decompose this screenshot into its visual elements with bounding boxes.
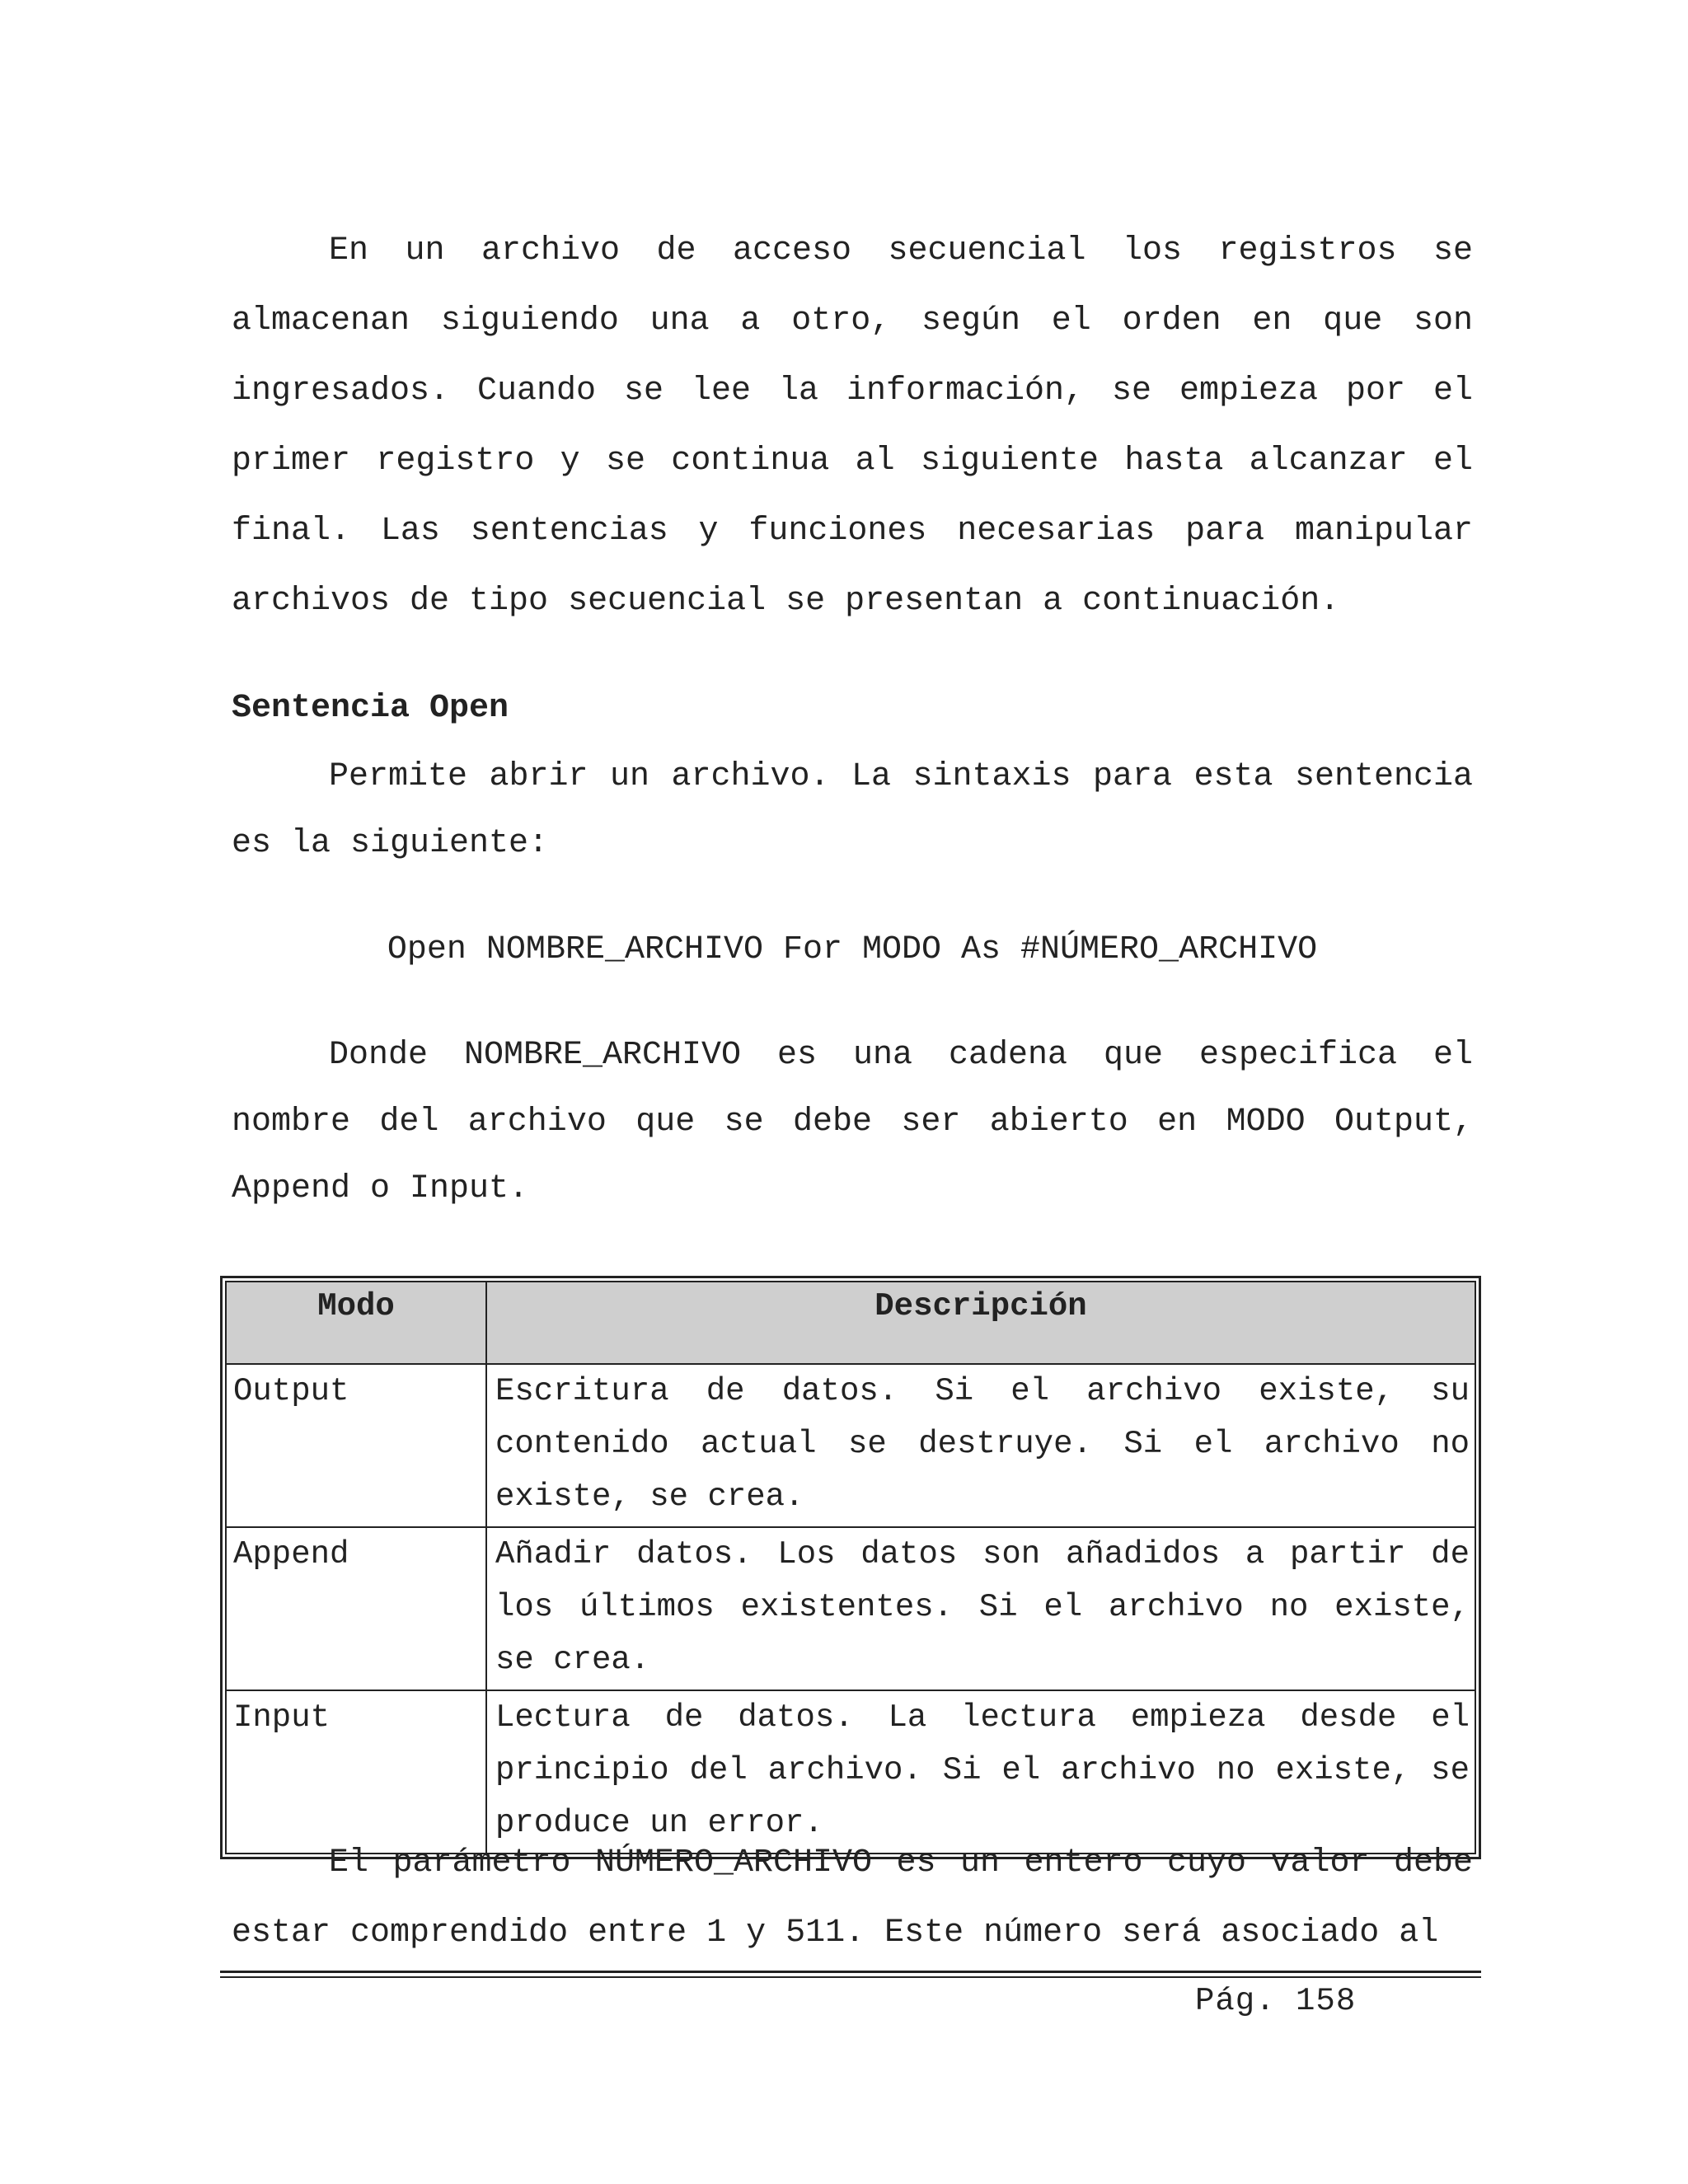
donde-paragraph: Donde NOMBRE_ARCHIVO es una cadena que especifica el nombre del archivo que se debe ser abierto en MODO Output, Append o Input.: [232, 1037, 1473, 1207]
header-mode: Modo: [226, 1282, 486, 1364]
intro-paragraph: En un archivo de acceso secuencial los registros se almacenan siguiendo una a otro, según el orden en que son ingresados. Cuando se lee la información, se empieza por el primer registro y se continua al siguiente hasta alcanzar el final. Las sentencias y funciones necesarias para manipular archivos de tipo secuencial se presentan a continuación.: [232, 232, 1473, 620]
description-cell: Escritura de datos. Si el archivo existe, su contenido actual se destruye. Si el archivo no existe, se crea.: [486, 1364, 1475, 1527]
section-heading: Sentencia Open: [232, 690, 509, 727]
modes-table-frame: [220, 1276, 1481, 1859]
numero-archivo-paragraph: El parámetro NÚMERO_ARCHIVO es un entero cuyo valor debe estar comprendido entre 1 y 511. Este número será asociado al: [232, 1844, 1473, 1952]
open-description-paragraph: Permite abrir un archivo. La sintaxis para esta sentencia es la siguiente:: [232, 758, 1473, 862]
mode-cell: Output: [226, 1364, 486, 1527]
table-header-row: [226, 1282, 1475, 1364]
syntax-line: Open NOMBRE_ARCHIVO For MODO As #NÚMERO_ARCHIVO: [387, 931, 1318, 968]
mode-cell: Input: [226, 1690, 486, 1854]
modes-table: [225, 1281, 1476, 1854]
page-number: Pág. 158: [1195, 1983, 1357, 2019]
description-cell: Lectura de datos. La lectura empieza desde el principio del archivo. Si el archivo no existe, se produce un error.: [486, 1690, 1475, 1854]
table-row: [226, 1364, 1475, 1527]
table-row: [226, 1527, 1475, 1690]
mode-cell: Append: [226, 1527, 486, 1690]
header-description: Descripción: [486, 1282, 1475, 1364]
description-cell: Añadir datos. Los datos son añadidos a partir de los últimos existentes. Si el archivo no existe, se crea.: [486, 1527, 1475, 1690]
